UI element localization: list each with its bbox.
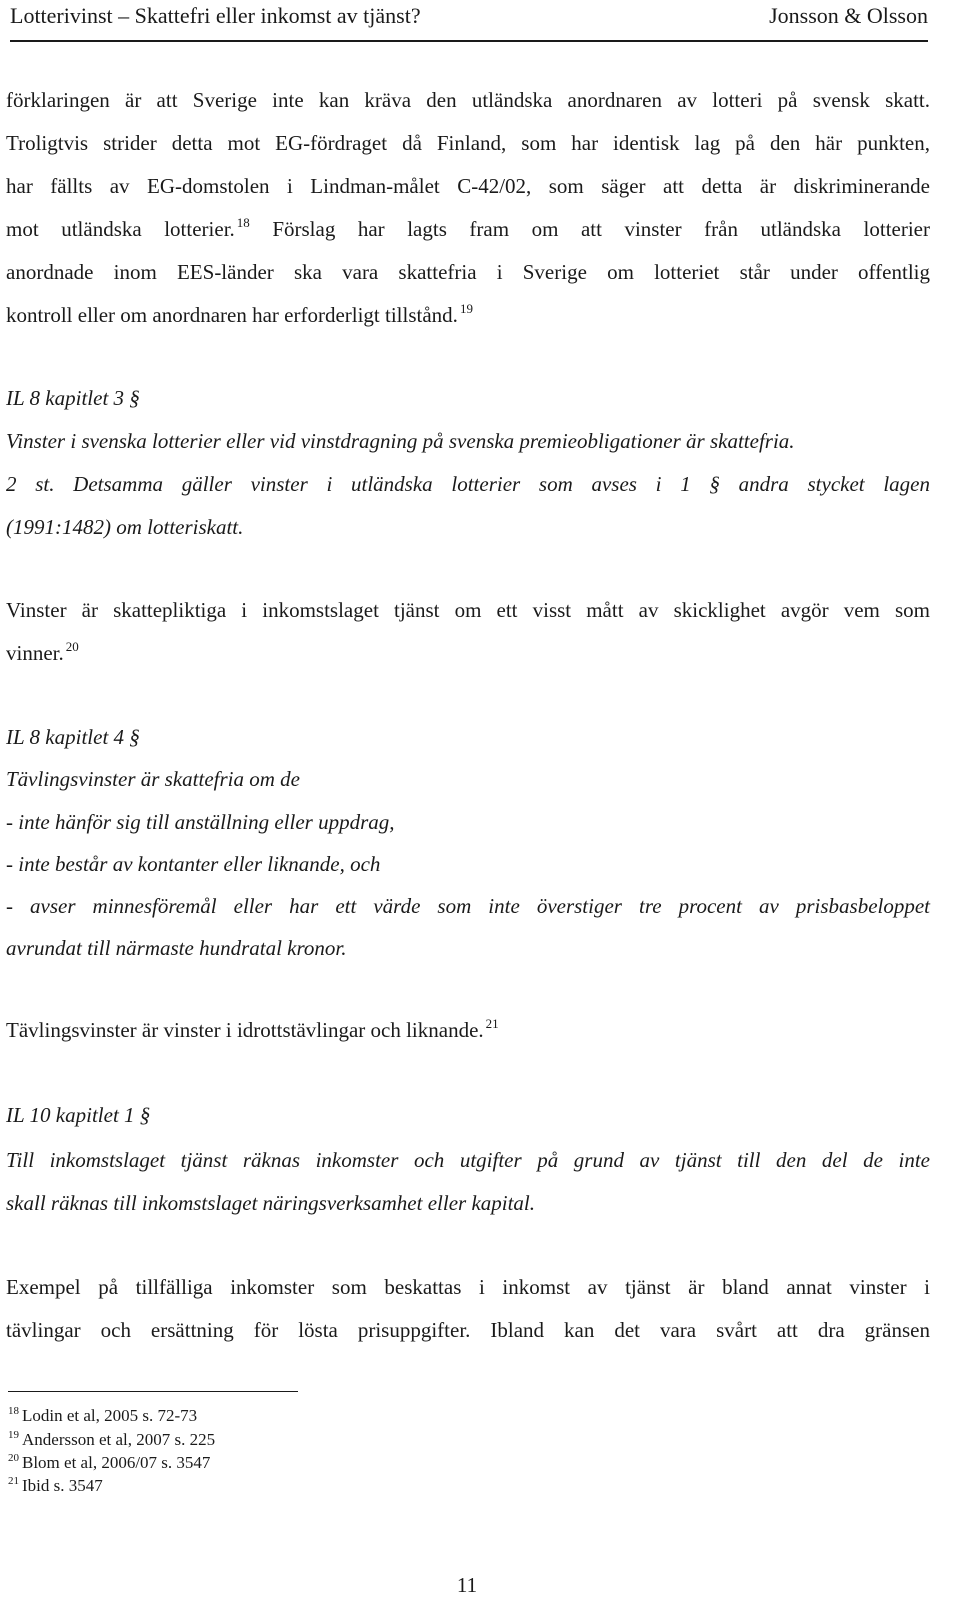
paragraph-competition-winnings	[6, 1016, 930, 1044]
footnote-number: 18	[8, 1405, 19, 1417]
text-segment: Tävlingsvinster är vinster i idrottstävlingar och liknande.	[6, 1018, 484, 1042]
running-header	[10, 0, 928, 42]
document-title: Lotterivinst – Skattefri eller inkomst av tjänst?	[10, 3, 421, 28]
law-text-line: 2 st. Detsamma gäller vinster i utländska lotterier som avses i 1 § andra stycket lagen	[6, 472, 930, 496]
footnote-text: Blom et al, 2006/07 s. 3547	[22, 1453, 211, 1472]
footnote-item	[8, 1476, 103, 1496]
footnote-item	[8, 1430, 215, 1450]
footnote-text: Ibid s. 3547	[22, 1476, 103, 1495]
footnote-ref-19: 19	[459, 301, 473, 316]
page-number: 11	[456, 1573, 478, 1597]
law-text-line: - inte hänför sig till anställning eller uppdrag,	[6, 810, 395, 834]
text-line: tävlingar och ersättning för lösta prisuppgifter. Ibland kan det vara svårt att dra gränsen	[6, 1318, 930, 1342]
text-line: har fällts av EG-domstolen i Lindman-målet C-42/02, som säger att detta är diskriminerande	[6, 174, 930, 198]
footnote-number: 21	[8, 1475, 19, 1487]
footnote-ref-20: 20	[65, 639, 79, 654]
footnote-number: 19	[8, 1429, 19, 1441]
footnote-text: Lodin et al, 2005 s. 72-73	[22, 1406, 198, 1425]
law-heading: IL 8 kapitlet 4 §	[6, 725, 140, 749]
law-text-line: Vinster i svenska lotterier eller vid vinstdragning på svenska premieobligationer är skattefria.	[6, 429, 795, 453]
text-line: Troligtvis strider detta mot EG-fördraget då Finland, som har identisk lag på den här punkten,	[6, 131, 930, 155]
text-segment: vinner.	[6, 641, 64, 665]
law-text-line: - inte består av kontanter eller liknande, och	[6, 852, 381, 876]
text-line	[6, 301, 930, 329]
footnote-number: 20	[8, 1452, 19, 1464]
law-text-line: Till inkomstslaget tjänst räknas inkomster och utgifter på grund av tjänst till den del de inte	[6, 1148, 930, 1172]
text-line	[6, 215, 930, 243]
law-text-line: avrundat till närmaste hundratal kronor.	[6, 936, 347, 960]
footnote-item	[8, 1453, 210, 1473]
footnote-divider	[8, 1391, 298, 1392]
text-line: anordnade inom EES-länder ska vara skattefria i Sverige om lotteriet står under offentlig	[6, 260, 930, 284]
law-text-line: skall räknas till inkomstslaget näringsverksamhet eller kapital.	[6, 1191, 536, 1215]
text-segment: Förslag har lagts fram om att vinster från utländska lotterier	[249, 217, 930, 241]
text-segment: mot utländska lotterier.	[6, 217, 235, 241]
text-line: förklaringen är att Sverige inte kan kräva den utländska anordnaren av lotteri på svensk skatt.	[6, 88, 930, 112]
footnote-ref-21: 21	[485, 1016, 499, 1031]
footnote-item	[8, 1406, 197, 1426]
text-line	[6, 639, 930, 667]
text-segment: kontroll eller om anordnaren har erforderligt tillstånd.	[6, 303, 458, 327]
text-line: Vinster är skattepliktiga i inkomstslaget tjänst om ett visst mått av skicklighet avgör vem som	[6, 598, 930, 622]
law-heading: IL 8 kapitlet 3 §	[6, 386, 140, 410]
law-text-line: Tävlingsvinster är skattefria om de	[6, 767, 300, 791]
law-text-line: - avser minnesföremål eller har ett värde som inte överstiger tre procent av prisbasbeloppet	[6, 894, 930, 918]
law-heading: IL 10 kapitlet 1 §	[6, 1103, 151, 1127]
authors: Jonsson & Olsson	[769, 3, 928, 28]
law-text-line: (1991:1482) om lotteriskatt.	[6, 515, 244, 539]
footnote-text: Andersson et al, 2007 s. 225	[22, 1430, 216, 1449]
text-line: Exempel på tillfälliga inkomster som beskattas i inkomst av tjänst är bland annat vinster i	[6, 1275, 930, 1299]
footnote-ref-18: 18	[236, 215, 250, 230]
